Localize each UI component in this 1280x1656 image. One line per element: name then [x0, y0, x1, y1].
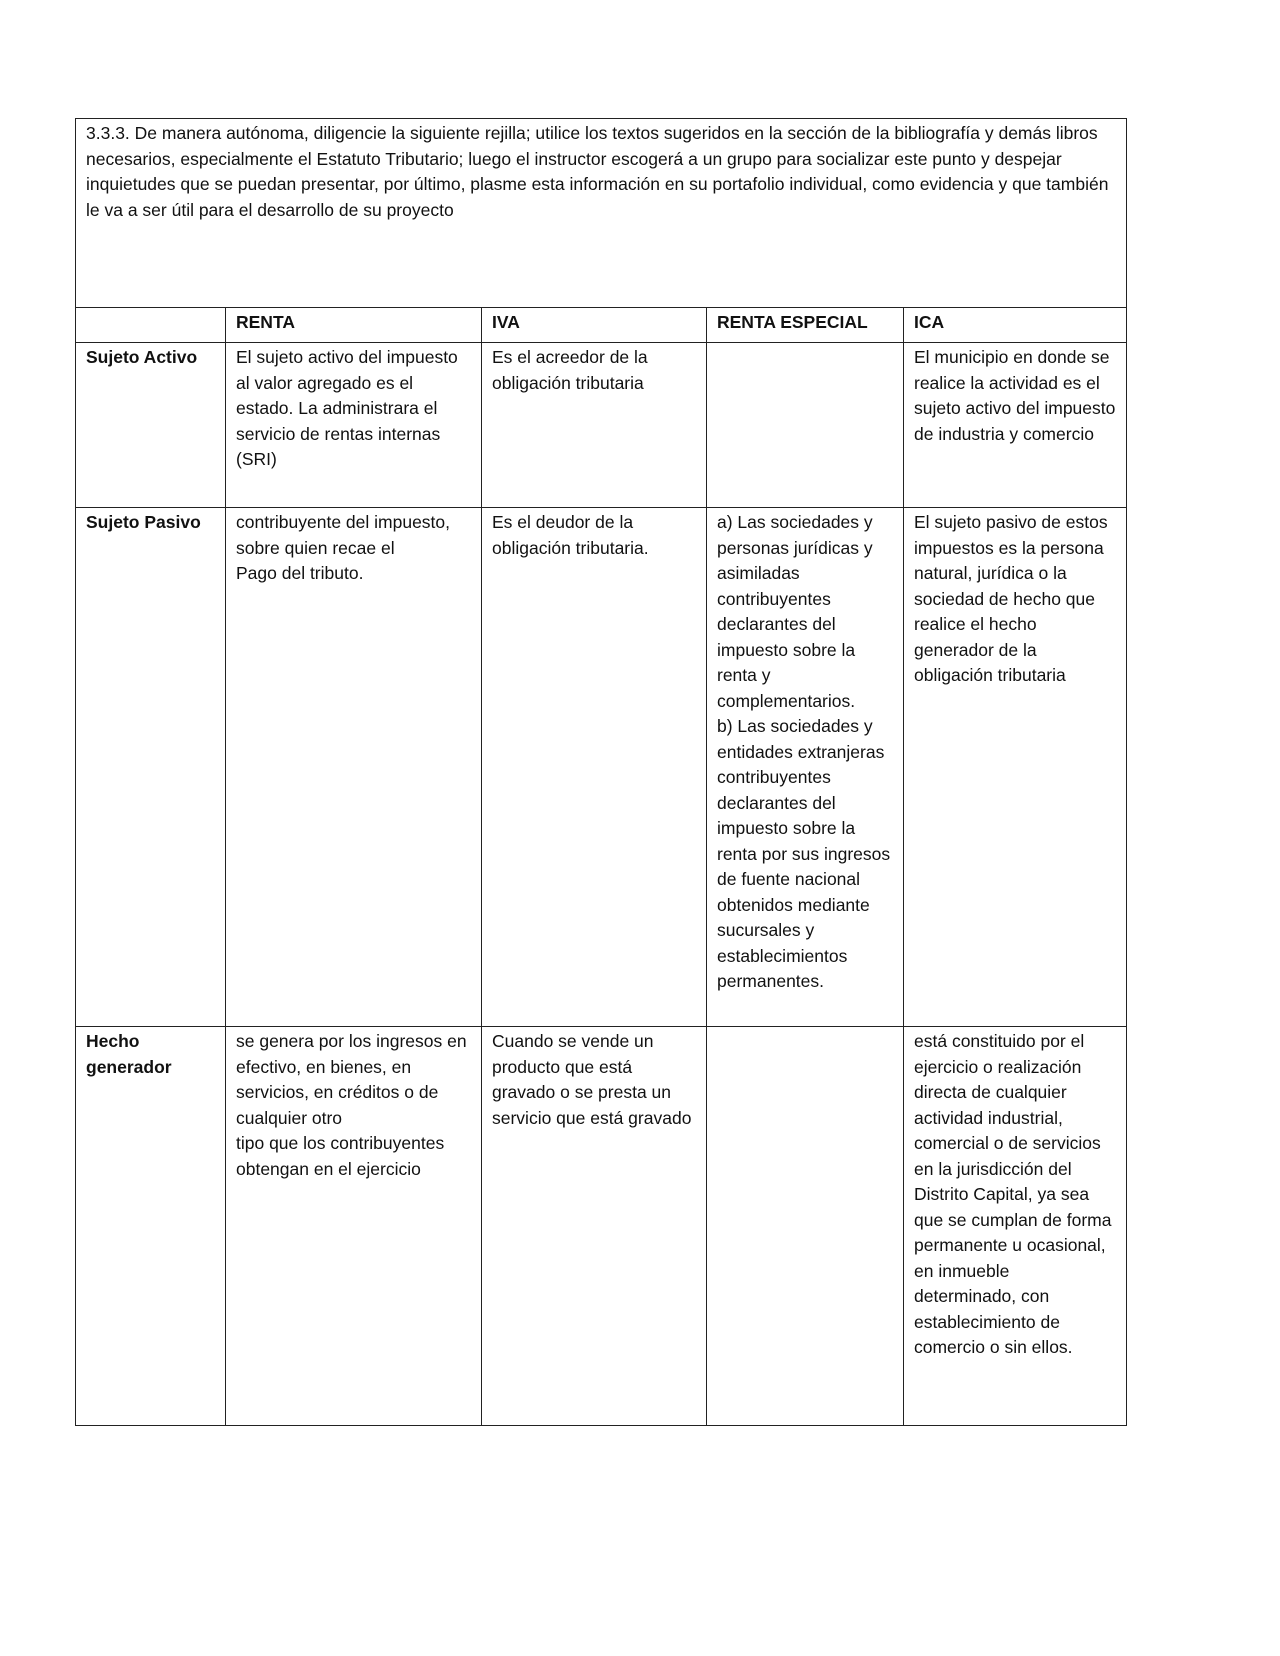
cell-sujeto-activo-iva: Es el acreedor de la obligación tributaria [482, 343, 707, 508]
header-cell-iva: IVA [482, 308, 707, 343]
header-row [76, 308, 1127, 343]
intro-row [76, 119, 1127, 308]
cell-hecho-generador-ica: está constituido por el ejercicio o realización directa de cualquier actividad industrial, comercial o de servicios en la jurisdicción del Distrito Capital, ya sea que se cumplan de forma permanente u ocasional, en inmueble determinado, con establecimiento de comercio o sin ellos. [904, 1027, 1127, 1426]
cell-sujeto-activo-renta-especial [707, 343, 904, 508]
cell-hecho-generador-iva: Cuando se vende un producto que está gravado o se presta un servicio que está gravado [482, 1027, 707, 1426]
row-label-sujeto-activo: Sujeto Activo [76, 343, 226, 508]
cell-sujeto-pasivo-iva: Es el deudor de la obligación tributaria. [482, 508, 707, 1027]
header-cell-renta-especial: RENTA ESPECIAL [707, 308, 904, 343]
instructions-text: 3.3.3. De manera autónoma, diligencie la siguiente rejilla; utilice los textos sugeridos en la sección de la bibliografía y demás libros necesarios, especialmente el Estatuto Tributario; luego el instructor escogerá a un grupo para socializar este punto y despejar inquietudes que se puedan presentar, por último, plasme esta información en su portafolio individual, como evidencia y que también le va a ser útil para el desarrollo de su proyecto [76, 119, 1127, 308]
header-cell-renta: RENTA [226, 308, 482, 343]
row-label-sujeto-pasivo: Sujeto Pasivo [76, 508, 226, 1027]
cell-sujeto-pasivo-renta: contribuyente del impuesto, sobre quien recae el Pago del tributo. [226, 508, 482, 1027]
cell-hecho-generador-renta-especial [707, 1027, 904, 1426]
cell-sujeto-activo-ica: El municipio en donde se realice la actividad es el sujeto activo del impuesto de industria y comercio [904, 343, 1127, 508]
row-label-hecho-generador: Hecho generador [76, 1027, 226, 1426]
table-row-sujeto-activo [76, 343, 1127, 508]
tax-grid-table [75, 118, 1127, 1426]
cell-sujeto-pasivo-renta-especial: a) Las sociedades y personas jurídicas y asimiladas contribuyentes declarantes del impuesto sobre la renta y complementarios. b) Las sociedades y entidades extranjeras contribuyentes declarantes del impuesto sobre la renta por sus ingresos de fuente nacional obtenidos mediante sucursales y establecimientos permanentes. [707, 508, 904, 1027]
cell-sujeto-activo-renta: El sujeto activo del impuesto al valor agregado es el estado. La administrara el servicio de rentas internas (SRI) [226, 343, 482, 508]
table-row-hecho-generador [76, 1027, 1127, 1426]
header-cell-empty [76, 308, 226, 343]
cell-hecho-generador-renta: se genera por los ingresos en efectivo, en bienes, en servicios, en créditos o de cualquier otro tipo que los contribuyentes obtengan en el ejercicio [226, 1027, 482, 1426]
table-row-sujeto-pasivo [76, 508, 1127, 1027]
cell-sujeto-pasivo-ica: El sujeto pasivo de estos impuestos es la persona natural, jurídica o la sociedad de hecho que realice el hecho generador de la obligación tributaria [904, 508, 1127, 1027]
header-cell-ica: ICA [904, 308, 1127, 343]
